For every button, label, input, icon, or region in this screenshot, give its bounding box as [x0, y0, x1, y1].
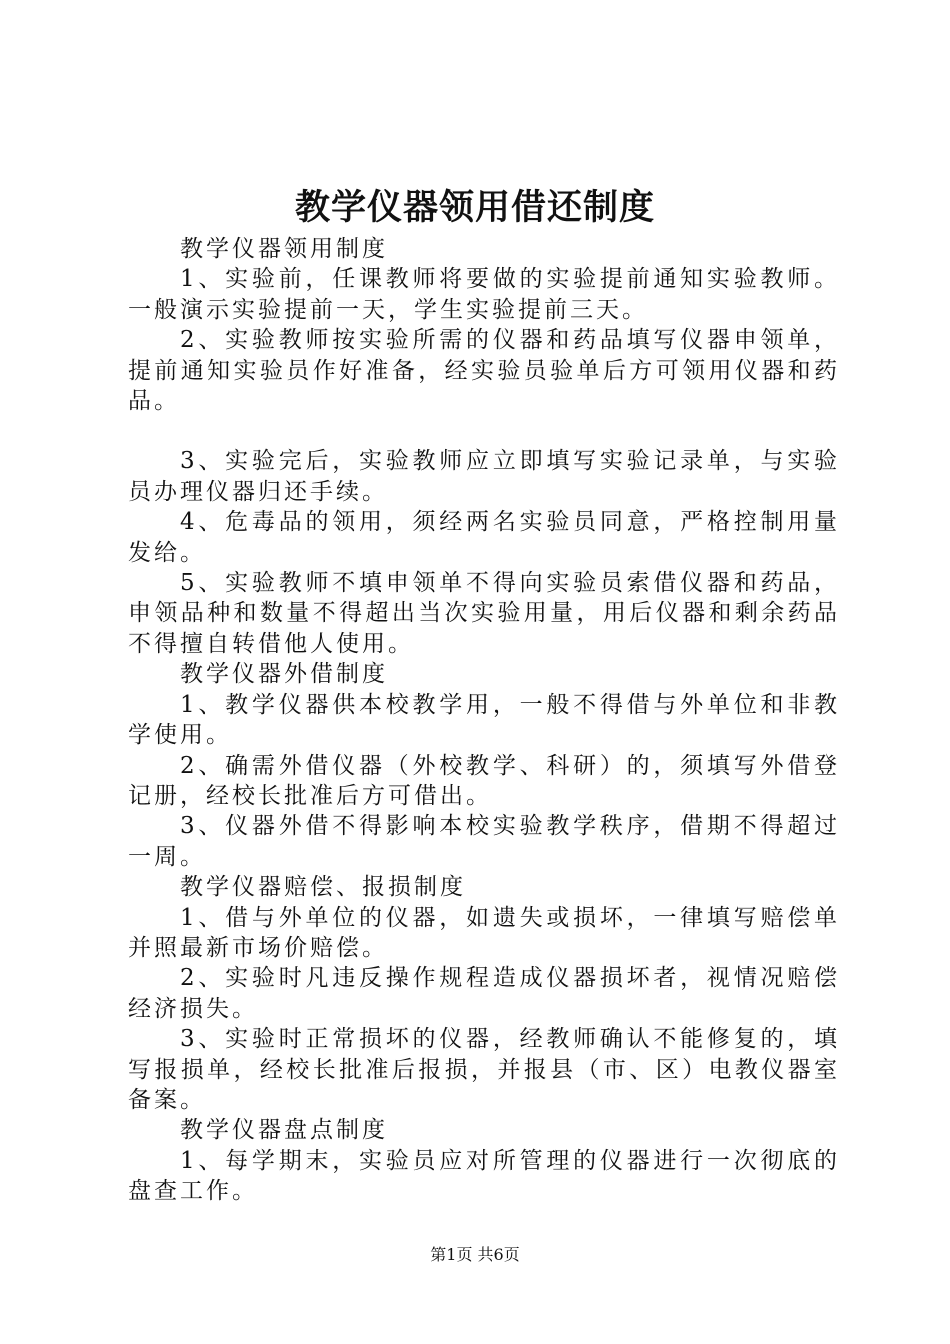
lending-rule-2: 2、确需外借仪器（外校教学、科研）的，须填写外借登记册，经校长批准后方可借出。	[128, 752, 840, 809]
usage-rule-3: 3、实验完后，实验教师应立即填写实验记录单，与实验员办理仪器归还手续。	[128, 448, 840, 505]
inventory-rule-1: 1、每学期末，实验员应对所管理的仪器进行一次彻底的盘查工作。	[128, 1147, 840, 1205]
page-number-footer: 第1页 共6页	[430, 1245, 520, 1264]
compensation-rule-2: 2、实验时凡违反操作规程造成仪器损坏者，视情况赔偿经济损失。	[128, 965, 840, 1022]
lending-rule-1: 1、教学仪器供本校教学用，一般不得借与外单位和非教学使用。	[128, 691, 840, 749]
usage-rule-1: 1、实验前，任课教师将要做的实验提前通知实验教师。一般演示实验提前一天，学生实验提前三天。	[128, 266, 840, 323]
usage-rule-4: 4、危毒品的领用，须经两名实验员同意，严格控制用量发给。	[128, 509, 840, 566]
compensation-rule-3: 3、实验时正常损坏的仪器，经教师确认不能修复的，填写报损单，经校长批准后报损，并报县（市、区）电教仪器室备案。	[128, 1026, 840, 1113]
compensation-rule-1: 1、借与外单位的仪器，如遗失或损坏，一律填写赔偿单并照最新市场价赔偿。	[128, 904, 840, 961]
section-heading-lending: 教学仪器外借制度	[180, 661, 388, 688]
lending-rule-3: 3、仪器外借不得影响本校实验教学秩序，借期不得超过一周。	[128, 813, 840, 870]
section-heading-inventory: 教学仪器盘点制度	[180, 1117, 388, 1144]
usage-rule-2: 2、实验教师按实验所需的仪器和药品填写仪器申领单，提前通知实验员作好准备，经实验员验单后方可领用仪器和药品。	[128, 327, 840, 415]
usage-rule-5: 5、实验教师不填申领单不得向实验员索借仪器和药品，申领品种和数量不得超出当次实验用量，用后仪器和剩余药品不得擅自转借他人使用。	[128, 570, 840, 657]
document-title: 教学仪器领用借还制度	[294, 188, 655, 228]
section-heading-compensation: 教学仪器赔偿、报损制度	[180, 874, 466, 901]
section-heading-usage: 教学仪器领用制度	[180, 236, 388, 262]
document-body	[128, 234, 840, 1207]
